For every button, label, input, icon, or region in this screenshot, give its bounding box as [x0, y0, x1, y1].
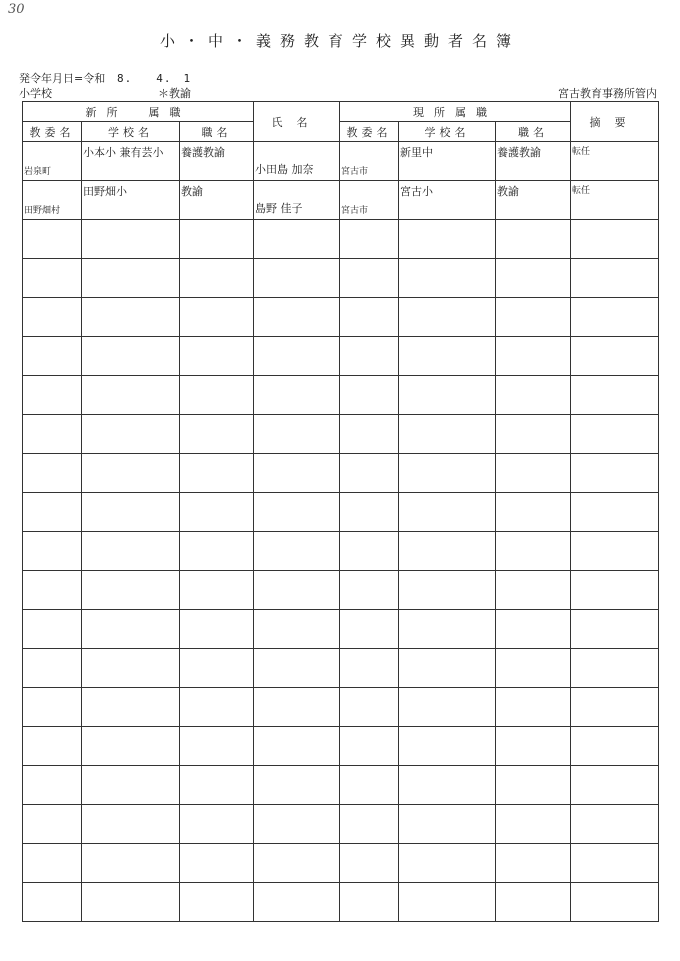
- empty-table-row: [23, 337, 659, 376]
- empty-cell: [82, 844, 180, 883]
- empty-cell: [571, 571, 659, 610]
- new-position-cell: 教諭: [181, 185, 203, 198]
- current-board-cell: 宮古市: [341, 206, 369, 216]
- empty-cell: [496, 649, 571, 688]
- empty-cell: [23, 649, 82, 688]
- current-school-cell: 宮古小: [400, 185, 434, 198]
- empty-cell: [340, 337, 399, 376]
- empty-cell: [254, 766, 340, 805]
- empty-cell: [571, 493, 659, 532]
- empty-cell: [82, 376, 180, 415]
- empty-cell: [496, 610, 571, 649]
- empty-cell: [82, 532, 180, 571]
- new-affiliation-header: 新所 属職: [23, 102, 254, 122]
- empty-cell: [23, 688, 82, 727]
- empty-cell: [399, 883, 496, 922]
- empty-cell: [571, 727, 659, 766]
- empty-cell: [23, 220, 82, 259]
- empty-cell: [82, 610, 180, 649]
- empty-cell: [399, 571, 496, 610]
- issue-date-value: 8. 4. 1: [117, 72, 192, 85]
- empty-cell: [340, 298, 399, 337]
- current-school-cell: 新里中: [400, 146, 434, 159]
- empty-cell: [399, 649, 496, 688]
- empty-cell: [82, 883, 180, 922]
- new-position-header: 職名: [180, 122, 254, 142]
- empty-cell: [82, 493, 180, 532]
- empty-cell: [23, 415, 82, 454]
- page-number: 30: [8, 2, 25, 17]
- empty-cell: [571, 454, 659, 493]
- empty-cell: [399, 766, 496, 805]
- empty-cell: [340, 376, 399, 415]
- empty-cell: [254, 883, 340, 922]
- empty-cell: [82, 454, 180, 493]
- empty-cell: [180, 259, 254, 298]
- empty-cell: [571, 844, 659, 883]
- empty-cell: [180, 727, 254, 766]
- empty-cell: [340, 259, 399, 298]
- empty-cell: [180, 220, 254, 259]
- note-cell: 転任: [572, 186, 591, 196]
- empty-cell: [254, 337, 340, 376]
- office-jurisdiction: 宮古教育事務所管内: [558, 87, 657, 100]
- empty-cell: [496, 337, 571, 376]
- empty-table-row: [23, 649, 659, 688]
- empty-cell: [571, 259, 659, 298]
- empty-cell: [340, 610, 399, 649]
- empty-cell: [23, 727, 82, 766]
- note-header: 摘要: [571, 102, 659, 142]
- empty-cell: [82, 766, 180, 805]
- empty-cell: [23, 376, 82, 415]
- new-board-header: 教委名: [23, 122, 82, 142]
- empty-cell: [571, 610, 659, 649]
- transfer-roster-table: [22, 101, 659, 922]
- empty-cell: [571, 766, 659, 805]
- empty-cell: [180, 883, 254, 922]
- empty-cell: [496, 844, 571, 883]
- current-position-cell: 養護教諭: [497, 146, 542, 159]
- empty-cell: [23, 259, 82, 298]
- empty-cell: [399, 376, 496, 415]
- empty-cell: [23, 337, 82, 376]
- empty-cell: [82, 220, 180, 259]
- empty-cell: [82, 805, 180, 844]
- empty-cell: [340, 688, 399, 727]
- empty-cell: [340, 805, 399, 844]
- empty-table-row: [23, 532, 659, 571]
- current-affiliation-header: 現所属職: [340, 102, 571, 122]
- empty-cell: [496, 883, 571, 922]
- issue-date-label: 発令年月日=令和: [19, 72, 106, 85]
- empty-cell: [23, 805, 82, 844]
- empty-cell: [254, 688, 340, 727]
- empty-table-row: [23, 493, 659, 532]
- empty-cell: [180, 844, 254, 883]
- empty-cell: [23, 532, 82, 571]
- empty-cell: [23, 766, 82, 805]
- new-school-cell: 田野畑小: [83, 185, 127, 198]
- empty-table-row: [23, 727, 659, 766]
- empty-cell: [82, 688, 180, 727]
- empty-table-row: [23, 376, 659, 415]
- empty-cell: [340, 454, 399, 493]
- table-row: [23, 181, 659, 220]
- document-title: 小・中・義務教育学校異動者名簿: [159, 32, 520, 50]
- empty-cell: [340, 727, 399, 766]
- empty-cell: [571, 298, 659, 337]
- note-cell: 転任: [572, 147, 591, 157]
- empty-cell: [180, 532, 254, 571]
- empty-cell: [180, 415, 254, 454]
- empty-cell: [496, 805, 571, 844]
- empty-cell: [496, 493, 571, 532]
- empty-cell: [340, 649, 399, 688]
- empty-cell: [23, 493, 82, 532]
- empty-cell: [180, 805, 254, 844]
- empty-cell: [340, 220, 399, 259]
- empty-cell: [23, 883, 82, 922]
- current-board-header: 教委名: [340, 122, 399, 142]
- empty-cell: [254, 844, 340, 883]
- empty-cell: [399, 298, 496, 337]
- empty-cell: [254, 415, 340, 454]
- new-school-cell: 小本小 兼有芸小: [83, 146, 164, 159]
- person-name-cell: 島野 佳子: [255, 202, 303, 215]
- current-position-header: 職名: [496, 122, 571, 142]
- empty-table-row: [23, 610, 659, 649]
- empty-cell: [254, 610, 340, 649]
- empty-cell: [340, 766, 399, 805]
- empty-cell: [340, 844, 399, 883]
- empty-cell: [399, 415, 496, 454]
- empty-cell: [254, 220, 340, 259]
- empty-table-row: [23, 415, 659, 454]
- empty-cell: [180, 337, 254, 376]
- empty-cell: [254, 649, 340, 688]
- empty-table-row: [23, 688, 659, 727]
- empty-cell: [399, 688, 496, 727]
- empty-cell: [496, 571, 571, 610]
- empty-cell: [23, 610, 82, 649]
- empty-cell: [399, 337, 496, 376]
- empty-cell: [23, 454, 82, 493]
- empty-cell: [399, 844, 496, 883]
- empty-cell: [399, 532, 496, 571]
- position-type: ＊教諭: [158, 87, 191, 100]
- empty-cell: [180, 493, 254, 532]
- empty-cell: [571, 688, 659, 727]
- empty-cell: [496, 415, 571, 454]
- person-name-cell: 小田島 加奈: [255, 163, 314, 176]
- empty-cell: [399, 610, 496, 649]
- empty-cell: [496, 376, 571, 415]
- empty-cell: [180, 298, 254, 337]
- empty-cell: [23, 844, 82, 883]
- empty-cell: [496, 766, 571, 805]
- empty-cell: [571, 415, 659, 454]
- empty-cell: [180, 649, 254, 688]
- empty-cell: [399, 493, 496, 532]
- name-header: 氏名: [254, 102, 340, 142]
- current-board-cell: 宮古市: [341, 167, 369, 177]
- empty-cell: [254, 727, 340, 766]
- empty-cell: [496, 220, 571, 259]
- empty-cell: [496, 454, 571, 493]
- new-board-cell: 岩泉町: [24, 167, 52, 177]
- empty-cell: [254, 493, 340, 532]
- empty-table-row: [23, 220, 659, 259]
- empty-cell: [571, 376, 659, 415]
- new-school-header: 学校名: [82, 122, 180, 142]
- empty-cell: [180, 688, 254, 727]
- empty-cell: [399, 259, 496, 298]
- empty-cell: [254, 259, 340, 298]
- empty-cell: [496, 532, 571, 571]
- new-board-cell: 田野畑村: [24, 206, 61, 216]
- empty-table-row: [23, 571, 659, 610]
- current-school-header: 学校名: [399, 122, 496, 142]
- empty-cell: [496, 259, 571, 298]
- empty-cell: [340, 571, 399, 610]
- empty-cell: [254, 805, 340, 844]
- empty-cell: [180, 376, 254, 415]
- empty-cell: [496, 688, 571, 727]
- empty-cell: [571, 337, 659, 376]
- empty-cell: [254, 571, 340, 610]
- empty-cell: [23, 571, 82, 610]
- empty-cell: [340, 883, 399, 922]
- empty-table-row: [23, 805, 659, 844]
- table-row: [23, 142, 659, 181]
- empty-cell: [82, 337, 180, 376]
- empty-cell: [496, 298, 571, 337]
- empty-table-row: [23, 766, 659, 805]
- empty-cell: [571, 220, 659, 259]
- empty-cell: [399, 220, 496, 259]
- empty-cell: [254, 454, 340, 493]
- empty-cell: [254, 532, 340, 571]
- empty-cell: [571, 649, 659, 688]
- school-type: 小学校: [19, 87, 52, 100]
- empty-table-row: [23, 454, 659, 493]
- current-position-cell: 教諭: [497, 185, 520, 198]
- empty-cell: [254, 376, 340, 415]
- empty-table-row: [23, 844, 659, 883]
- empty-cell: [399, 805, 496, 844]
- empty-cell: [82, 259, 180, 298]
- empty-cell: [340, 493, 399, 532]
- empty-cell: [399, 727, 496, 766]
- empty-table-row: [23, 298, 659, 337]
- empty-cell: [571, 532, 659, 571]
- empty-cell: [82, 415, 180, 454]
- empty-cell: [180, 571, 254, 610]
- empty-cell: [180, 454, 254, 493]
- empty-cell: [82, 298, 180, 337]
- empty-cell: [82, 649, 180, 688]
- empty-cell: [399, 454, 496, 493]
- new-position-cell: 養護教諭: [181, 146, 225, 159]
- empty-cell: [82, 571, 180, 610]
- empty-cell: [82, 727, 180, 766]
- empty-cell: [571, 805, 659, 844]
- empty-cell: [571, 883, 659, 922]
- empty-cell: [340, 532, 399, 571]
- empty-cell: [180, 610, 254, 649]
- empty-cell: [340, 415, 399, 454]
- empty-table-row: [23, 883, 659, 922]
- empty-table-row: [23, 259, 659, 298]
- empty-cell: [254, 298, 340, 337]
- empty-cell: [496, 727, 571, 766]
- empty-cell: [23, 298, 82, 337]
- empty-cell: [180, 766, 254, 805]
